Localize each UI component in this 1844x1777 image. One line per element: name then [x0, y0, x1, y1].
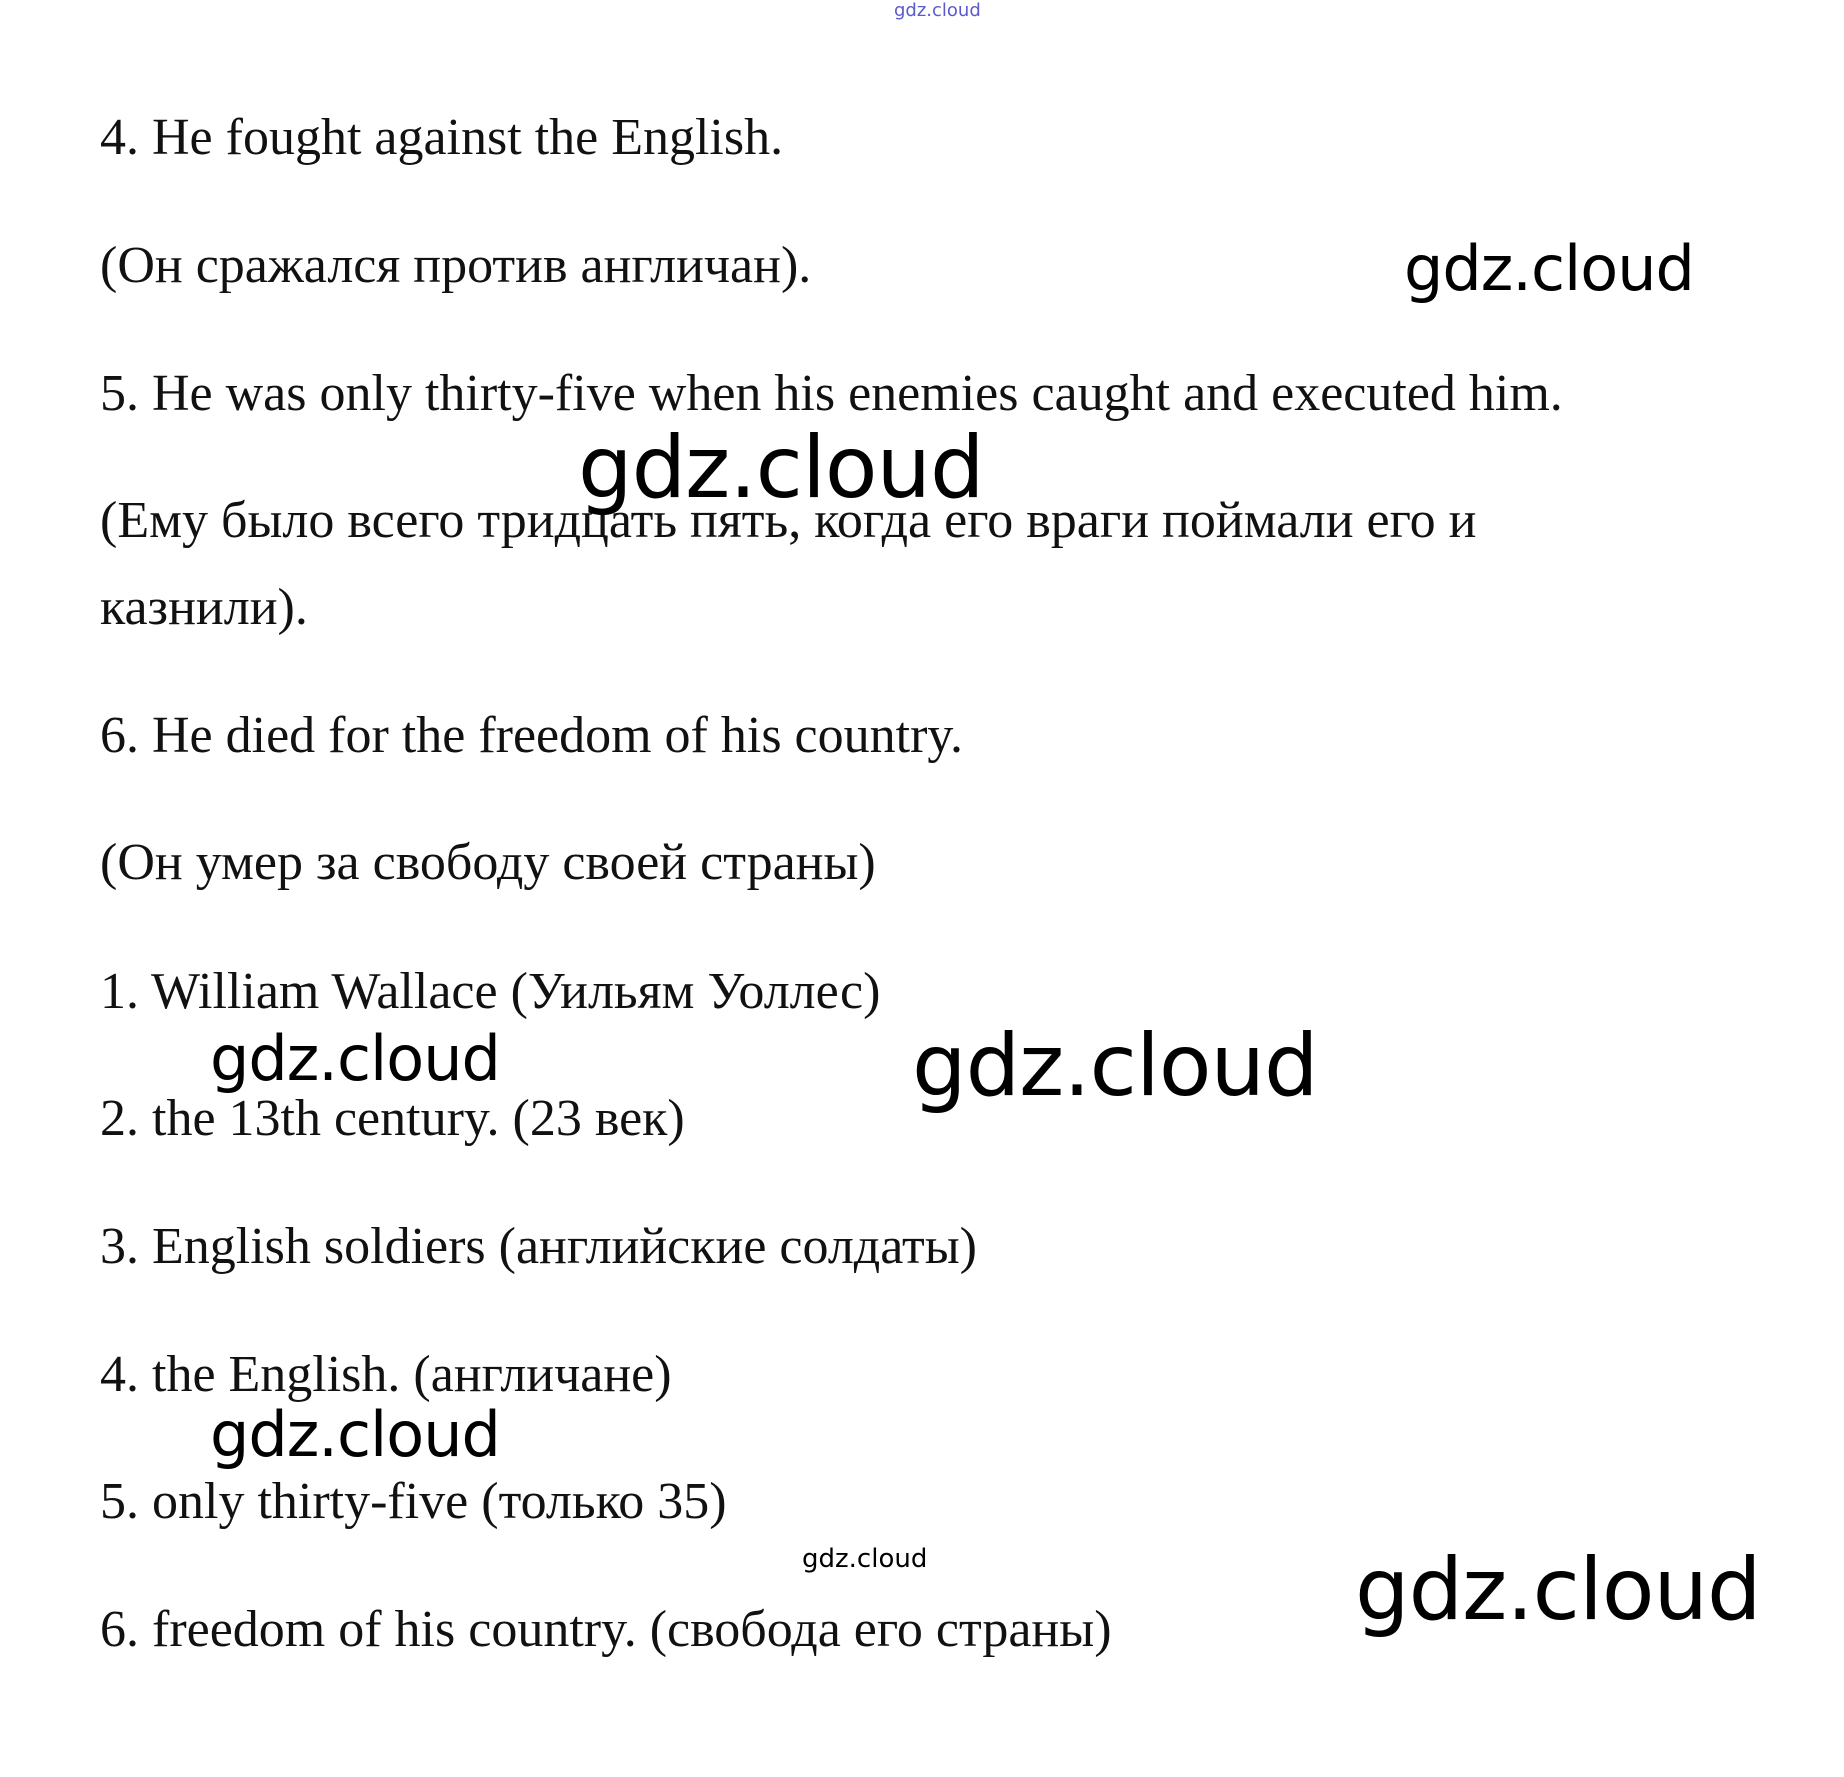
text-line: 4. He fought against the English.: [100, 109, 784, 166]
watermark: gdz.cloud: [894, 0, 981, 21]
text-line: 5. only thirty-five (только 35): [100, 1473, 727, 1530]
text-line: 3. English soldiers (английские солдаты): [100, 1218, 977, 1275]
text-line: 1. William Wallace (Уильям Уоллес): [100, 963, 881, 1020]
text-line: (Ему было всего тридцать пять, когда его враги поймали его и: [100, 492, 1477, 549]
watermark: gdz.cloud: [1355, 1540, 1761, 1640]
text-line: 6. He died for the freedom of his country.: [100, 707, 964, 764]
watermark: gdz.cloud: [578, 418, 984, 518]
watermark: gdz.cloud: [1404, 232, 1694, 305]
watermark: gdz.cloud: [912, 1016, 1318, 1116]
watermark: gdz.cloud: [802, 1544, 928, 1574]
watermark: gdz.cloud: [210, 1022, 500, 1095]
text-line: 2. the 13th century. (23 век): [100, 1090, 685, 1147]
text-line: 4. the English. (англичане): [100, 1346, 672, 1403]
text-line: 5. He was only thirty-five when his enemies caught and executed him.: [100, 365, 1563, 422]
text-line: (Он сражался против англичан).: [100, 237, 812, 294]
text-line: (Он умер за свободу своей страны): [100, 834, 876, 891]
text-line: 6. freedom of his country. (свобода его страны): [100, 1601, 1112, 1658]
watermark: gdz.cloud: [210, 1398, 500, 1471]
text-line: казнили).: [100, 579, 308, 636]
